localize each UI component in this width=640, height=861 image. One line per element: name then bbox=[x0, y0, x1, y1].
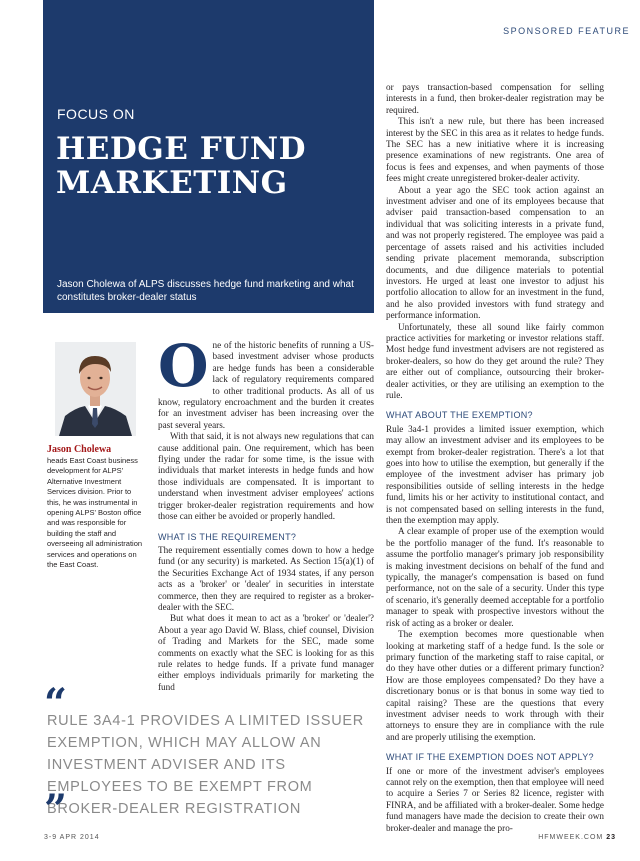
close-quote-icon: ” bbox=[44, 786, 68, 833]
article-standfirst: Jason Cholewa of ALPS discusses hedge fund marketing and what constitutes broker-dealer status bbox=[57, 279, 354, 303]
page-footer bbox=[538, 834, 616, 841]
focus-on-label: FOCUS ON bbox=[57, 106, 135, 122]
author-name: Jason Cholewa bbox=[47, 444, 112, 455]
section-heading: WHAT ABOUT THE EXEMPTION? bbox=[386, 410, 533, 421]
site-name: HFMWEEK.COM bbox=[538, 834, 604, 841]
section-heading: WHAT IS THE REQUIREMENT? bbox=[158, 531, 297, 542]
paragraph: or pays transaction-based compensation for selling interests in a fund, then broker-dealer registration may be required. bbox=[386, 82, 604, 115]
paragraph: The requirement essentially comes down to how a hedge fund (or any security) is marketed. As Section 15(a)(1) of the Securities Exchange Act of 1934 states, if any person acts as a 'broker' or 'dealer' in securities in interstate commerce, then they are required to register as a broker-dealer with the SEC. bbox=[158, 544, 374, 612]
portrait-illustration bbox=[55, 342, 136, 436]
section-heading: WHAT IF THE EXEMPTION DOES NOT APPLY? bbox=[386, 752, 594, 763]
author-bio-text: heads East Coast business development for ALPS' Alternative Investment Services division. Prior to this, he was instrumental in opening ALPS' Boston office and was responsible for building the staff and overseeing all administration services and operations on the East Coast. bbox=[47, 456, 143, 570]
text-column-2 bbox=[386, 82, 604, 834]
paragraph: A clear example of proper use of the exemption would be the portfolio manager of the fund. It's reasonable to assume the portfolio manager's primary job responsibility is making investment decisions on behalf of the fund and typically, the manager's compensation is based on fund performance, not on the sale of a security. Under this type of scenario, it's generally deemed acceptable for a portfolio manager to speak with prospective investors without the risk of acting as a broker or dealer. bbox=[386, 526, 604, 628]
drop-cap: O bbox=[158, 332, 209, 400]
paragraph: The exemption becomes more questionable when looking at marketing staff of a hedge fund. Is the sole or primary function of the marketing staff to raise capital, or do they have other duties or a different primary function? How are those employees compensated? Do they have a discretionary bonus or is that bonus in some way tied to capital raising? These are the questions that every investment adviser needs to work through with their attorneys to ensure they are in compliance with the rule and are properly utilising the exemption. bbox=[386, 629, 604, 742]
paragraph: About a year ago the SEC took action against an investment adviser and one of its employees because that adviser paid transaction-based compensation to an individual that was soliciting interests in a private fund, and was not properly registered. The employee was paid a percentage of assets raised and his activities included sending private placement memoranda, subscription documents, and due diligence materials to potential investors. He urged at least one investor to adjust his portfolio allocation to allow for an investment in the fund, and he also provided investors with fund strategy and performance information. bbox=[386, 184, 604, 321]
paragraph: This isn't a new rule, but there has been increased interest by the SEC in this area as it relates to hedge funds. The SEC has a new initiative where it is increasing presence examinations of new registrants. One area of focus is fees and expenses, and when payments of those fees might create unregistered broker-dealer activity. bbox=[386, 116, 604, 184]
paragraph: Unfortunately, these all sound like fairly common practice activities for marketing or investor relations staff. Most hedge fund investment advisers are not registered as broker-dealers, so how do they get around the rule? They are either out of compliance, outsourcing their broker-dealer activities, or they are utilising an exemption to the rule. bbox=[386, 321, 604, 400]
open-quote-icon: “ bbox=[44, 680, 68, 727]
text-column-1 bbox=[158, 332, 374, 693]
page-number: 23 bbox=[606, 834, 616, 841]
article-title bbox=[56, 132, 366, 200]
paragraph: Rule 3a4-1 provides a limited issuer exemption, which may allow an investment adviser and its employees to be exempt from broker-dealer registration. There's a lot that goes into how to utilise the exemption, but generally if the employee of the investment adviser has primary job responsibilities outside of selling interests in the hedge fund, limits his or her activity to institutional contact, and is not compensated based on selling interests in the fund, then the exemption may apply. bbox=[386, 423, 604, 526]
author-bio bbox=[47, 444, 147, 570]
author-photo bbox=[55, 342, 136, 436]
title-line-1: HEDGE FUND bbox=[56, 131, 306, 167]
paragraph: If one or more of the investment adviser's employees cannot rely on the exemption, then that employee will need to acquire a Series 7 or Series 82 licence, register with FINRA, and be affiliated with a broker-dealer. Some hedge fund managers have made the decision to create their own broker-dealer and manage the pro- bbox=[386, 765, 604, 833]
paragraph: But what does it mean to act as a 'broker' or 'dealer'? About a year ago David W. Blass, chief counsel, Division of Trading and Markets for the SEC, made some comments on exactly what the SEC is looking for as this rule relates to hedge funds. If a private fund manager either employs individuals primarily for marketing the fund bbox=[158, 613, 374, 692]
sponsored-feature-label: SPONSORED FEATURE bbox=[503, 26, 630, 36]
title-line-2: MARKETING bbox=[56, 165, 288, 201]
paragraph: With that said, it is not always new regulations that can cause additional pain. One requirement, which has been flying under the radar for some time, is the issue with individuals that market interests in hedge funds and how those individuals are compensated. It is important to understand when investment adviser employees' actions trigger broker-dealer registration requirements and how those can either be avoided or properly handled. bbox=[158, 431, 374, 522]
paragraph: ne of the historic benefits of running a US-based investment adviser whose products are hedge funds has been a considerable lack of regulatory requirements compared to other traditional products. As all of us know, regulatory encroachment and the burden it creates for an investment adviser has been increasing over the past several years. bbox=[158, 340, 374, 430]
pull-quote: RULE 3A4-1 PROVIDES A LIMITED ISSUER EXEMPTION, WHICH MAY ALLOW AN INVESTMENT ADVISER AND ITS EMPLOYEES TO BE EXEMPT FROM BROKER-DEALER REGISTRATION bbox=[47, 713, 364, 817]
issue-date: 3-9 APR 2014 bbox=[44, 834, 100, 841]
